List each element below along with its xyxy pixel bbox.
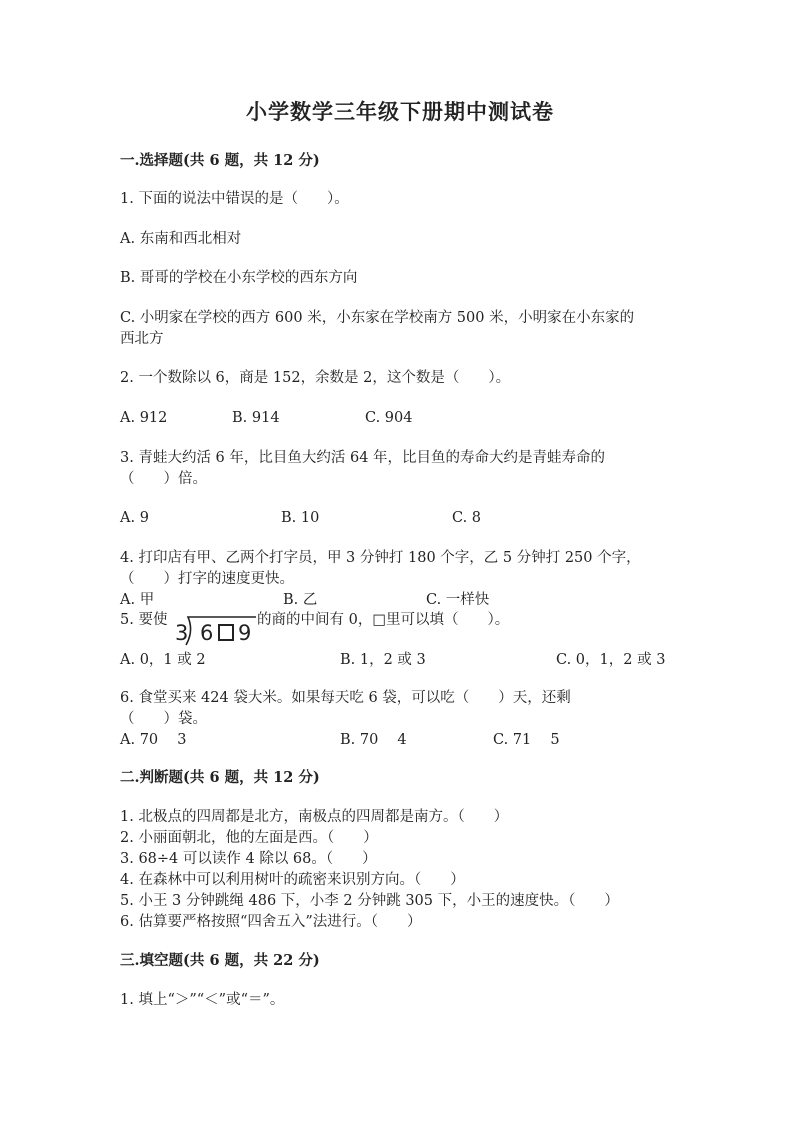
- judgment-item-3: 3. 68÷4 可以读作 4 除以 68。（ ）: [120, 851, 377, 867]
- question-6-option-a: A. 70 3: [120, 732, 187, 748]
- question-2-option-c: C. 904: [365, 410, 413, 426]
- question-3-text-cont: （ ）倍。: [120, 471, 207, 487]
- page-title: 小学数学三年级下册期中测试卷: [246, 99, 554, 124]
- question-2-option-a: A. 912: [120, 410, 168, 426]
- question-3-option-a: A. 9: [120, 510, 149, 526]
- division-divisor: 3: [175, 621, 189, 645]
- long-division-figure: [172, 613, 256, 647]
- question-5-option-a: A. 0，1 或 2: [120, 652, 206, 668]
- blank-box: [218, 624, 234, 641]
- division-dividend-last-digit: 9: [238, 621, 252, 645]
- section-heading-judgment: 二.判断题(共 6 题，共 12 分): [120, 769, 320, 786]
- question-3-text: 3. 青蛙大约活 6 年，比目鱼大约活 64 年，比目鱼的寿命大约是青蛙寿命的: [120, 450, 606, 466]
- question-4-text: 4. 打印店有甲、乙两个打字员，甲 3 分钟打 180 个字，乙 5 分钟打 250 个字，: [120, 550, 641, 566]
- question-5-text-start: 5. 要使: [120, 612, 168, 628]
- question-3-option-c: C. 8: [452, 510, 482, 526]
- question-2-option-b: B. 914: [232, 410, 280, 426]
- question-4-option-b: B. 乙: [283, 592, 318, 608]
- judgment-item-5: 5. 小王 3 分钟跳绳 486 下，小李 2 分钟跳 305 下，小王的速度快。（ ）: [120, 893, 619, 909]
- question-1-option-b: B. 哥哥的学校在小东学校的西东方向: [120, 270, 358, 286]
- section-heading-choice: 一.选择题(共 6 题，共 12 分): [120, 152, 320, 169]
- question-5-option-b: B. 1，2 或 3: [340, 652, 426, 668]
- question-5-option-c: C. 0，1，2 或 3: [556, 652, 666, 668]
- judgment-item-6: 6. 估算要严格按照“四舍五入”法进行。（ ）: [120, 914, 422, 930]
- fill-blank-item-1: 1. 填上“＞”“＜”或“＝”。: [120, 992, 285, 1008]
- question-4-option-c: C. 一样快: [426, 592, 490, 608]
- question-6-text-cont: （ ）袋。: [120, 711, 207, 727]
- judgment-item-4: 4. 在森林中可以利用树叶的疏密来识别方向。（ ）: [120, 872, 465, 888]
- judgment-item-2: 2. 小丽面朝北，他的左面是西。（ ）: [120, 830, 378, 846]
- question-4-option-a: A. 甲: [120, 592, 155, 608]
- question-6-option-c: C. 71 5: [493, 732, 560, 748]
- question-6-text: 6. 食堂买来 424 袋大米。如果每天吃 6 袋，可以吃（ ）天，还剩: [120, 690, 571, 706]
- question-1-text: 1. 下面的说法中错误的是（ ）。: [120, 191, 349, 207]
- division-dividend-first-digit: 6: [200, 621, 214, 645]
- question-1-option-c: C. 小明家在学校的西方 600 米，小东家在学校南方 500 米，小明家在小东家的: [120, 310, 635, 326]
- judgment-item-1: 1. 北极点的四周都是北方，南极点的四周都是南方。（ ）: [120, 809, 509, 825]
- question-5-text-end: 的商的中间有 0，□里可以填（ ）。: [257, 612, 510, 628]
- section-heading-fill-blank: 三.填空题(共 6 题，共 22 分): [120, 952, 320, 969]
- question-4-text-cont: （ ）打字的速度更快。: [120, 571, 294, 587]
- question-1-option-a: A. 东南和西北相对: [120, 231, 242, 247]
- question-2-text: 2. 一个数除以 6，商是 152，余数是 2，这个数是（ ）。: [120, 370, 511, 386]
- question-6-option-b: B. 70 4: [340, 732, 407, 748]
- question-3-option-b: B. 10: [281, 510, 320, 526]
- question-1-option-c-cont: 西北方: [120, 331, 164, 347]
